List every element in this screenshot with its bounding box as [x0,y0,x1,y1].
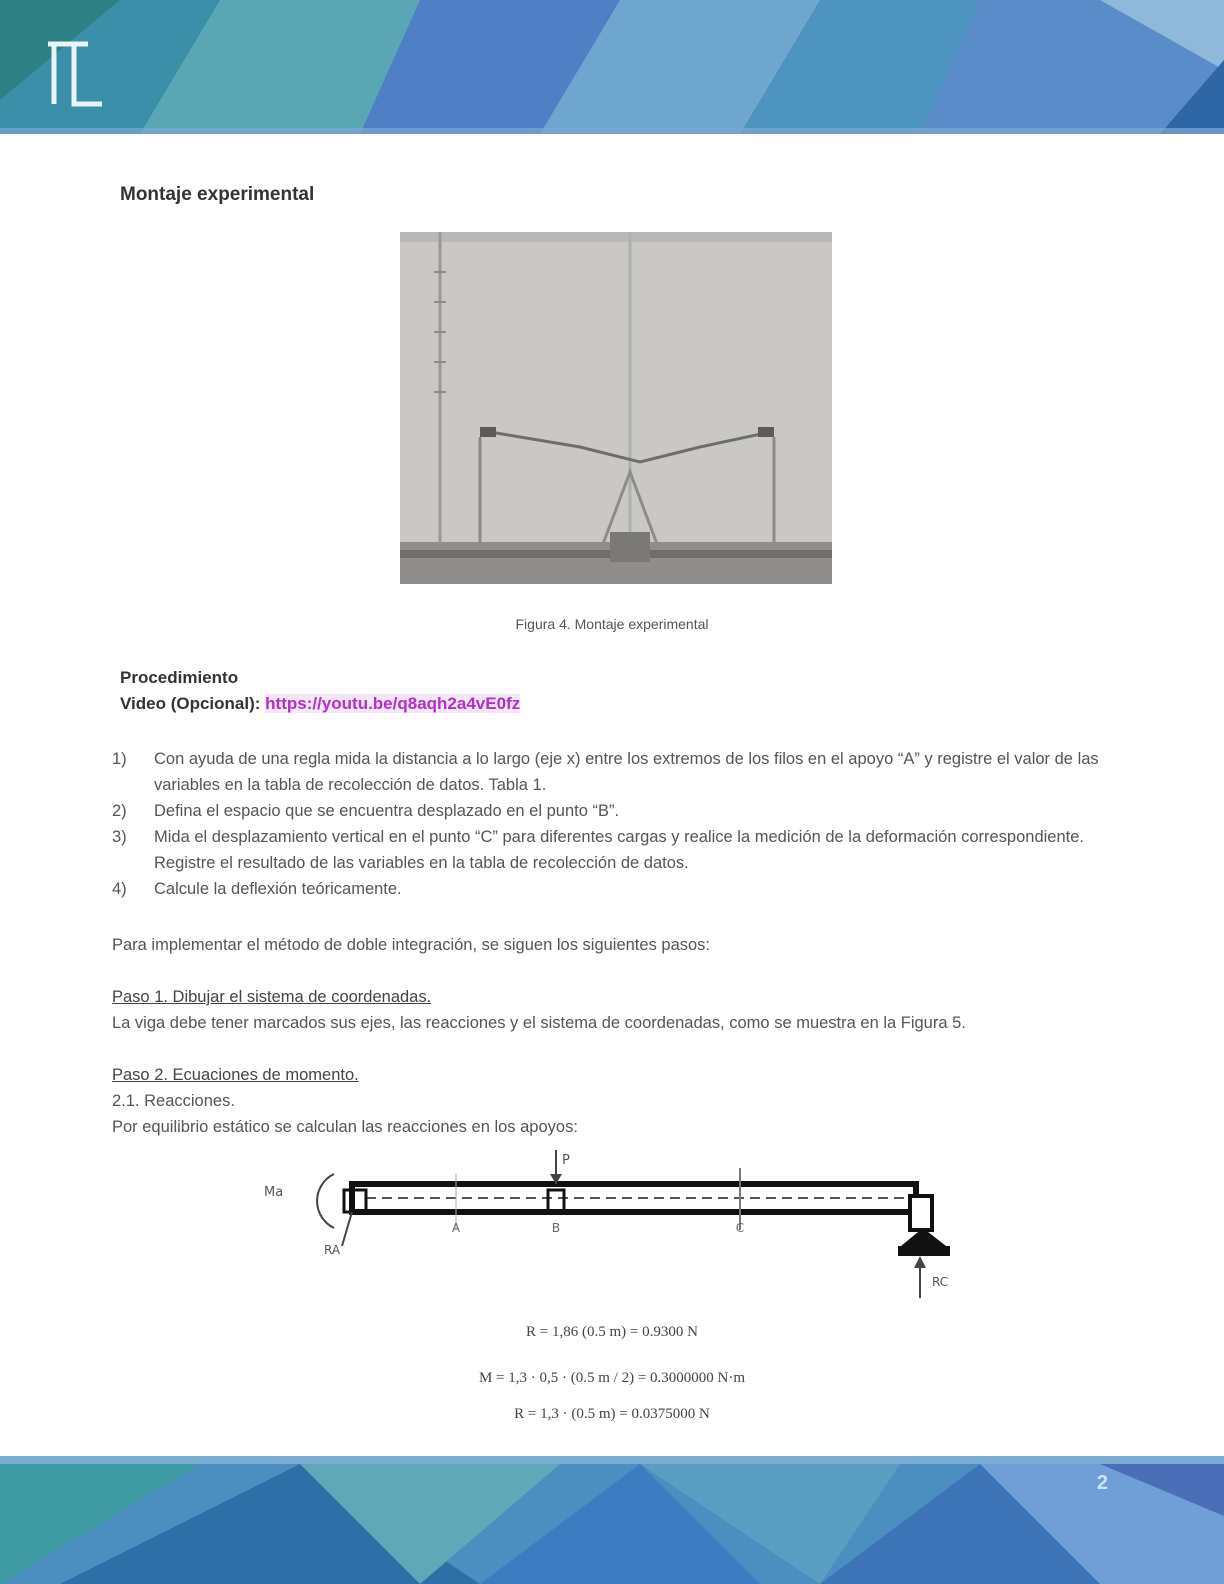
intro-paragraph: Para implementar el método de doble integración, se siguen los siguientes pasos: [112,936,711,954]
reaction-c-label: RC [932,1275,949,1289]
load-label: P [562,1153,570,1168]
equation-2: M = 1,3 · 0,5 · (0.5 m / 2) = 0.3000000 N·m [478,1370,746,1386]
page-footer [0,1456,1224,1584]
point-a-label: A [451,1221,461,1235]
beam-diagram [256,1150,976,1310]
video-label: Video (Opcional): [120,694,261,713]
step-item [112,876,1112,902]
video-line [120,694,520,714]
step-number: 1) [112,750,127,768]
step1-block [112,984,1112,1036]
step-item [112,798,1112,824]
beam-diagram-svg [256,1150,976,1310]
step-text: Con ayuda de una regla mida la distancia a lo largo (eje x) entre los extremos de los filos en el apoyo “A” y registre el valor de las variables en la tabla de recolección de datos. Tabla 1. [154,750,1099,794]
step2-block [112,1062,1112,1140]
header-banner [0,0,1224,134]
step2-text: Por equilibrio estático se calculan las reacciones en los apoyos: [112,1118,578,1136]
point-c-label: C [735,1221,745,1235]
step-item [112,746,1112,798]
equation-3: R = 1,3 · (0.5 m) = 0.0375000 N [514,1406,710,1422]
page-header [0,0,1224,134]
video-link[interactable]: https://youtu.be/q8aqh2a4vE0fz [265,694,521,713]
equation-1: R = 1,86 (0.5 m) = 0.9300 N [526,1324,698,1340]
step1-text: La viga debe tener marcados sus ejes, las reacciones y el sistema de coordenadas, como se muestra en la Figura 5. [112,1014,966,1032]
page-number: 2 [1096,1472,1108,1494]
step-text: Calcule la deflexión teóricamente. [154,880,402,898]
step2-subtitle: 2.1. Reacciones. [112,1092,235,1110]
experiment-photo [400,232,832,584]
footer-banner [0,1456,1224,1584]
step-item [112,824,1112,876]
procedure-steps [112,746,1112,902]
procedure-title: Procedimiento [120,668,239,687]
moment-label: Ma [264,1185,284,1200]
logo-icon [44,40,108,110]
step-number: 4) [112,880,127,898]
step-number: 3) [112,828,127,846]
step-text: Defina el espacio que se encuentra desplazado en el punto “B”. [154,802,620,820]
experiment-photo-illustration [400,232,832,584]
point-b-label: B [551,1221,561,1235]
step-number: 2) [112,802,127,820]
section-title: Montaje experimental [120,184,315,205]
step-text: Mida el desplazamiento vertical en el punto “C” para diferentes cargas y realice la medición de la deformación correspondiente. Registre el resultado de las variables en la tabla de recolección de datos. [154,828,1084,872]
step2-title: Paso 2. Ecuaciones de momento. [112,1066,359,1084]
figure-caption: Figura 4. Montaje experimental [515,616,709,632]
step1-title: Paso 1. Dibujar el sistema de coordenadas. [112,988,432,1006]
reaction-a-label: RA [324,1243,341,1257]
